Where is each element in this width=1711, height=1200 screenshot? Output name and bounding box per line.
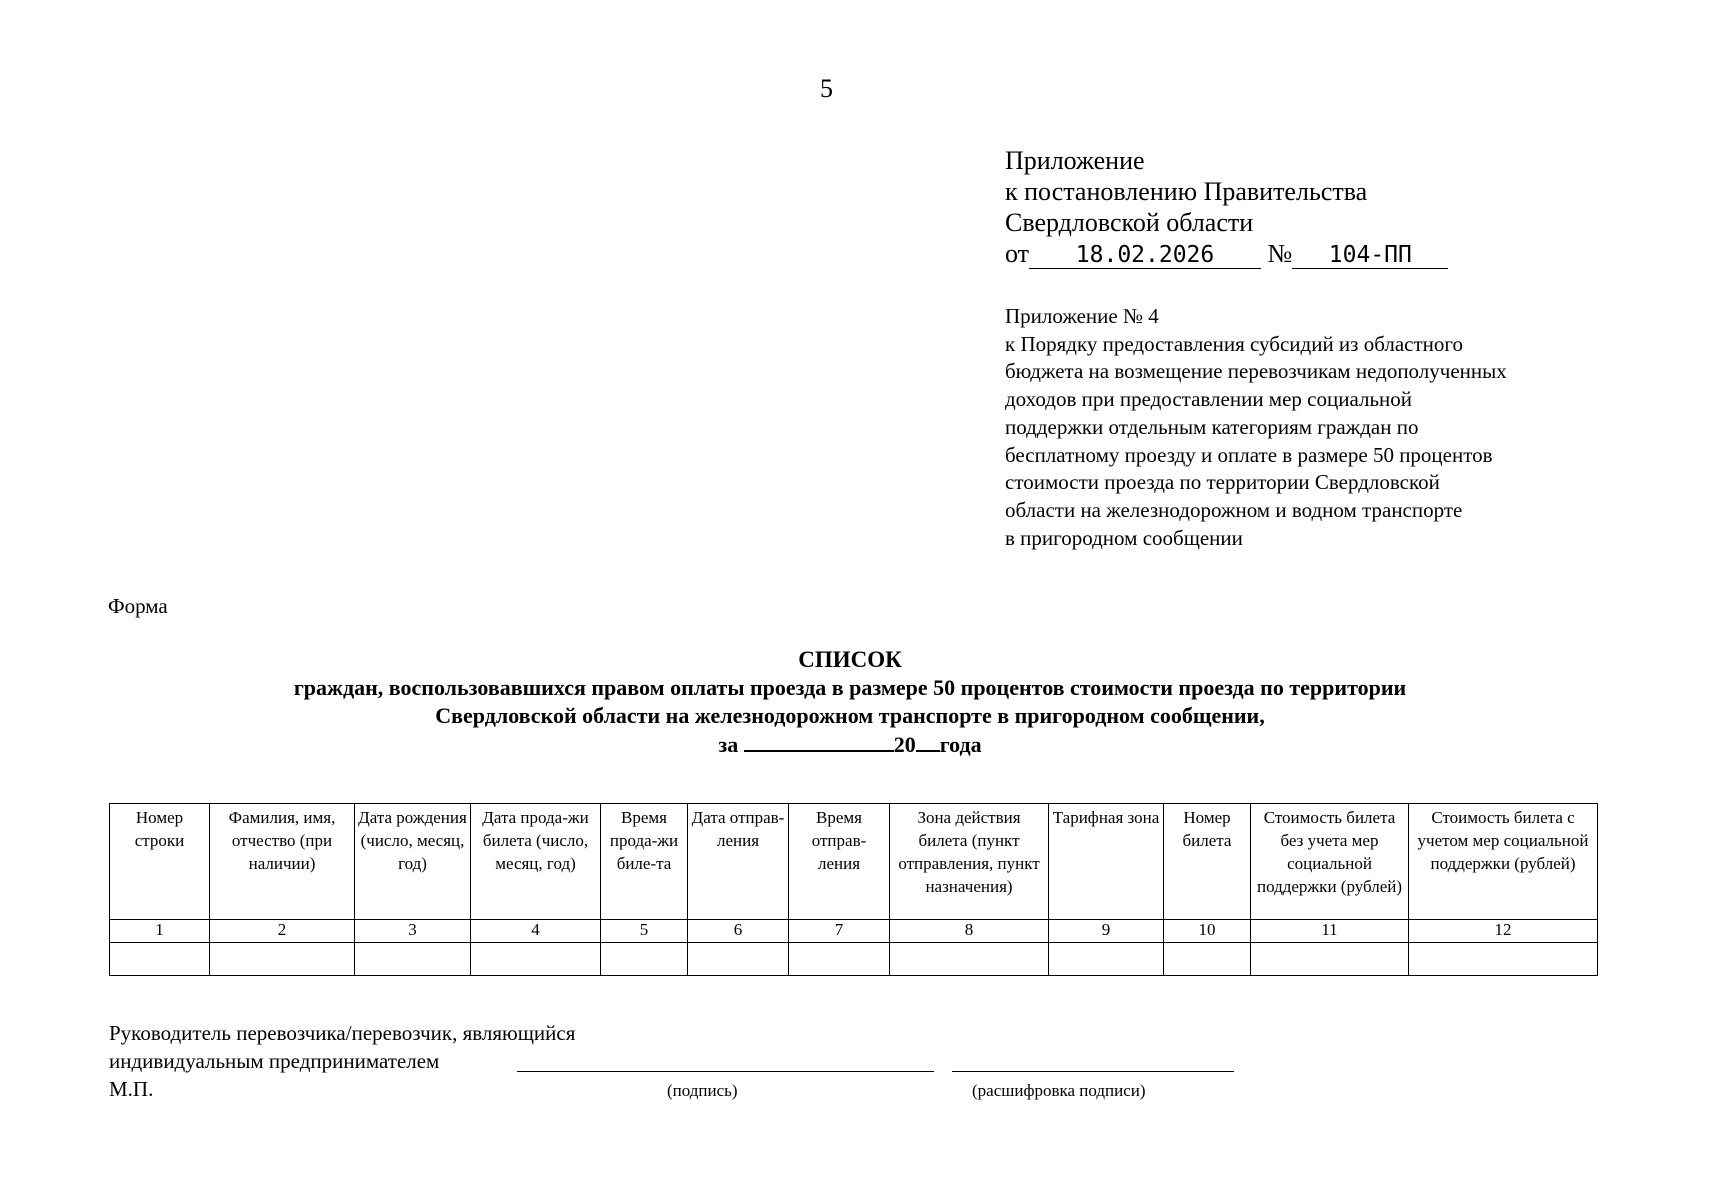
column-number: 7 (789, 920, 890, 943)
title-period (100, 730, 1600, 759)
period-prefix: за (718, 732, 739, 757)
column-number: 1 (110, 920, 210, 943)
empty-cell (210, 943, 355, 976)
decode-caption: (расшифровка подписи) (972, 1081, 1146, 1100)
citizens-table (109, 803, 1598, 976)
annex-line: бюджета на возмещение перевозчикам недополученных (1005, 359, 1507, 384)
annex-line: бесплатному проезду и оплате в размере 50 процентов (1005, 442, 1493, 467)
approval-line-1: Приложение (1005, 146, 1145, 175)
signature-block (109, 1019, 575, 1103)
year-blank (916, 730, 940, 752)
annex-line: стоимости проезда по территории Свердловской (1005, 470, 1440, 495)
header-cell: Тарифная зона (1049, 804, 1164, 920)
title-line-3: Свердловской области на железнодорожном транспорте в пригородном сообщении, (435, 703, 1265, 728)
annex-block (1005, 303, 1645, 552)
empty-cell (355, 943, 471, 976)
column-number: 4 (471, 920, 601, 943)
annex-line: к Порядку предоставления субсидий из областного (1005, 331, 1464, 356)
signature-caption: (подпись) (667, 1081, 738, 1100)
signatory-line-1: Руководитель перевозчика/перевозчик, являющийся (109, 1021, 576, 1045)
empty-cell (1409, 943, 1598, 976)
empty-cell (688, 943, 789, 976)
empty-cell (110, 943, 210, 976)
empty-cell (471, 943, 601, 976)
column-number: 10 (1164, 920, 1251, 943)
empty-cell (890, 943, 1049, 976)
from-label: от (1005, 239, 1030, 268)
approval-line-2: к постановлению Правительства (1005, 177, 1368, 206)
header-cell: Зона действия билета (пункт отправления, пункт назначения) (890, 804, 1049, 920)
column-number: 12 (1409, 920, 1598, 943)
title-main: СПИСОК (798, 647, 902, 672)
decree-date: 18.02.2026 (1029, 242, 1261, 269)
empty-cell (1164, 943, 1251, 976)
approval-date-number-line (1005, 238, 1448, 269)
header-cell: Стоимость билета без учета мер социальной поддержки (рублей) (1251, 804, 1409, 920)
period-blank (744, 730, 894, 752)
table-number-row (110, 920, 1598, 943)
title-line-2: граждан, воспользовавшихся правом оплаты проезда в размере 50 процентов стоимости проезда по территории (293, 675, 1407, 700)
stamp-label: М.П. (109, 1077, 154, 1101)
header-cell: Фамилия, имя, отчество (при наличии) (210, 804, 355, 920)
annex-line: в пригородном сообщении (1005, 525, 1243, 550)
period-suffix: года (939, 732, 982, 757)
annex-line: доходов при предоставлении мер социальной (1005, 387, 1412, 412)
table-header-row (110, 804, 1598, 920)
signatory-line-2: индивидуальным предпринимателем (109, 1049, 440, 1073)
header-cell: Стоимость билета с учетом мер социальной поддержки (рублей) (1409, 804, 1598, 920)
empty-cell (1049, 943, 1164, 976)
page-number: 5 (820, 74, 833, 103)
table-row (110, 943, 1598, 976)
signature-line (517, 1071, 934, 1072)
empty-cell (601, 943, 688, 976)
column-number: 2 (210, 920, 355, 943)
header-cell: Номер строки (110, 804, 210, 920)
header-cell: Номер билета (1164, 804, 1251, 920)
approval-block (1005, 145, 1448, 269)
column-number: 9 (1049, 920, 1164, 943)
empty-cell (789, 943, 890, 976)
column-number: 11 (1251, 920, 1409, 943)
decree-number: 104-ПП (1292, 242, 1448, 269)
header-cell: Дата рождения (число, месяц, год) (355, 804, 471, 920)
document-title (100, 646, 1600, 759)
column-number: 5 (601, 920, 688, 943)
annex-line: области на железнодорожном и водном транспорте (1005, 497, 1463, 522)
column-number: 3 (355, 920, 471, 943)
header-cell: Дата прода-жи билета (число, месяц, год) (471, 804, 601, 920)
column-number: 8 (890, 920, 1049, 943)
signature-decode-line (952, 1071, 1234, 1072)
header-cell: Дата отправ-ления (688, 804, 789, 920)
approval-line-3: Свердловской области (1005, 208, 1254, 237)
form-label: Форма (108, 594, 168, 618)
header-cell: Время отправ-ления (789, 804, 890, 920)
period-year: 20 (893, 732, 916, 757)
column-number: 6 (688, 920, 789, 943)
annex-line: поддержки отдельным категориям граждан по (1005, 414, 1419, 439)
header-cell: Время прода-жи биле-та (601, 804, 688, 920)
number-label: № (1267, 239, 1293, 268)
empty-cell (1251, 943, 1409, 976)
annex-line: Приложение № 4 (1005, 304, 1159, 328)
